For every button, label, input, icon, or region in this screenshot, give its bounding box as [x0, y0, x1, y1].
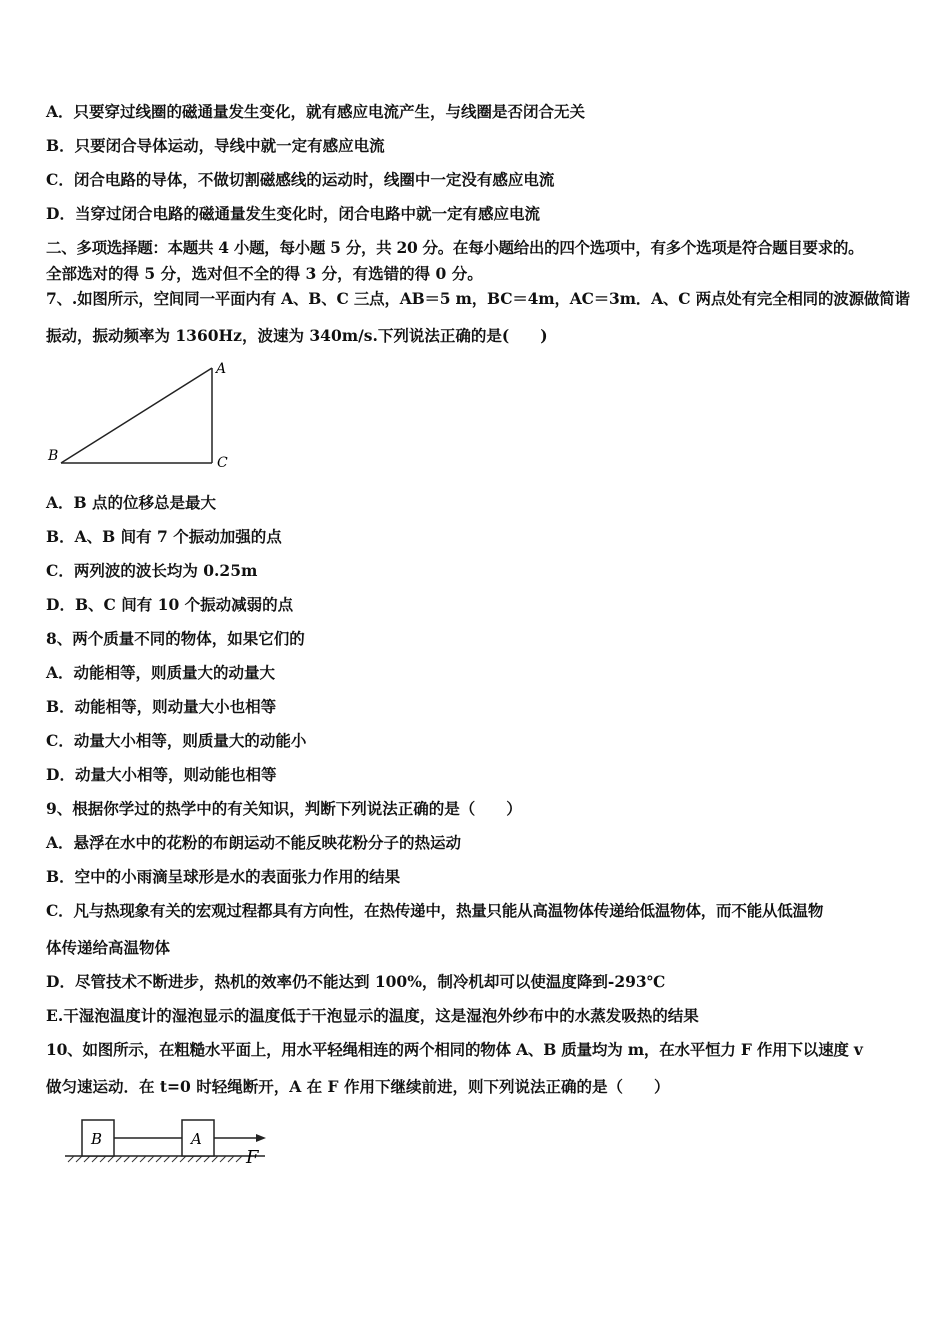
block-b-label: B [91, 1130, 103, 1148]
q8-option-a: A．动能相等，则质量大的动量大 [46, 663, 276, 682]
q7-option-b: B．A、B 间有 7 个振动加强的点 [46, 527, 282, 546]
label-a: A [216, 361, 227, 377]
q8-option-b: B．动能相等，则动量大小也相等 [46, 697, 277, 716]
triangle-figure [44, 358, 234, 474]
q8-option-d: D．动量大小相等，则动能也相等 [46, 765, 277, 784]
q6-option-c: C．闭合电路的导体，不做切割磁感线的运动时，线圈中一定没有感应电流 [46, 170, 555, 189]
q8-option-c: C．动量大小相等，则质量大的动能小 [46, 731, 307, 750]
q10-stem-line1: 10、如图所示，在粗糙水平面上，用水平轻绳相连的两个相同的物体 A、B 质量均为 m，在水平恒力 F 作用下以速度 v [46, 1040, 863, 1059]
q7-option-a: A．B 点的位移总是最大 [46, 493, 217, 512]
q7-stem-line1: 7、.如图所示，空间同一平面内有 A、B、C 三点，AB＝5 m，BC＝4m，AC＝3m．A、C 两点处有完全相同的波源做简谐 [46, 289, 910, 308]
force-arrow-head-icon [256, 1134, 266, 1142]
q9-option-e: E.干湿泡温度计的湿泡显示的温度低于干泡显示的温度，这是湿泡外纱布中的水蒸发吸热的结果 [46, 1006, 699, 1025]
section2-heading-line1: 二、多项选择题：本题共 4 小题，每小题 5 分，共 20 分。在每小题给出的四个选项中，有多个选项是符合题目要求的。 [46, 238, 864, 257]
label-b: B [48, 448, 59, 464]
q9-option-c-line1: C．凡与热现象有关的宏观过程都具有方向性，在热传递中，热量只能从高温物体传递给低温物体，而不能从低温物 [46, 901, 824, 920]
block-a-label: A [191, 1130, 202, 1148]
force-label: F [246, 1147, 259, 1168]
q10-stem-line2: 做匀速运动．在 t=0 时轻绳断开，A 在 F 作用下继续前进，则下列说法正确的是（ ） [46, 1077, 670, 1096]
blocks-figure [60, 1110, 280, 1170]
q7-option-d: D．B、C 间有 10 个振动减弱的点 [46, 595, 294, 614]
q7-option-c: C．两列波的波长均为 0.25m [46, 561, 258, 580]
q8-stem: 8、两个质量不同的物体，如果它们的 [46, 629, 305, 648]
q9-option-d: D．尽管技术不断进步，热机的效率仍不能达到 100%，制冷机却可以使温度降到-293℃ [46, 972, 666, 991]
q9-option-c-line2: 体传递给高温物体 [46, 938, 171, 957]
ground-hatching [68, 1156, 242, 1162]
q7-stem-line2: 振动，振动频率为 1360Hz，波速为 340m/s.下列说法正确的是( ) [46, 326, 548, 345]
q6-option-b: B．只要闭合导体运动，导线中就一定有感应电流 [46, 136, 385, 155]
segment-ab [61, 368, 212, 463]
q9-option-b: B．空中的小雨滴呈球形是水的表面张力作用的结果 [46, 867, 401, 886]
q6-option-d: D．当穿过闭合电路的磁通量发生变化时，闭合电路中就一定有感应电流 [46, 204, 540, 223]
q6-option-a: A．只要穿过线圈的磁通量发生变化，就有感应电流产生，与线圈是否闭合无关 [46, 102, 586, 121]
q9-stem: 9、根据你学过的热学中的有关知识，判断下列说法正确的是（ ） [46, 799, 522, 818]
label-c: C [217, 455, 228, 471]
q9-option-a: A．悬浮在水中的花粉的布朗运动不能反映花粉分子的热运动 [46, 833, 462, 852]
section2-heading-line2: 全部选对的得 5 分，选对但不全的得 3 分，有选错的得 0 分。 [46, 264, 483, 283]
